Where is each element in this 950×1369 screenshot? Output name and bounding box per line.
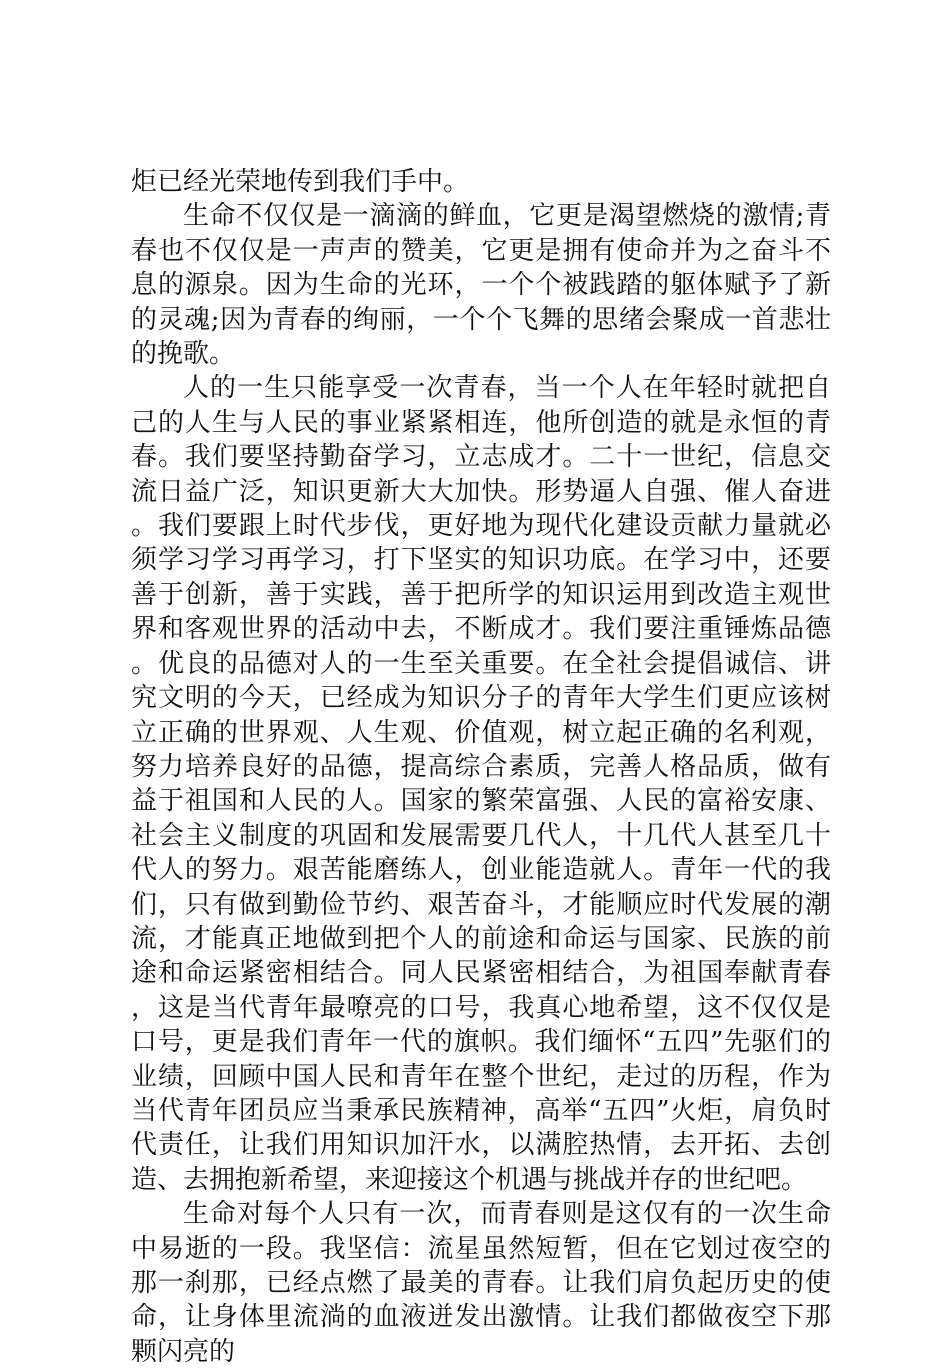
document-body — [131, 165, 831, 1369]
paragraph-life-and-youth: 生命不仅仅是一滴滴的鲜血，它更是渴望燃烧的激情;青春也不仅仅是一声声的赞美，它更是拥有使命并为之奋斗不息的源泉。因为生命的光环，一个个被践踏的躯体赋予了新的灵魂;因为青春的绚丽，一个个飞舞的思绪会聚成一首悲壮的挽歌。 — [131, 201, 831, 370]
paragraph-life-only-once: 生命对每个人只有一次，而青春则是这仅有的一次生命中易逝的一段。我坚信：流星虽然短暂，但在它划过夜空的那一刹那，已经点燃了最美的青春。让我们肩负起历史的使命，让身体里流淌的血液迸发出激情。让我们都做夜空下那颗闪亮的 — [131, 1199, 831, 1367]
paragraph-continuation: 炬已经光荣地传到我们手中。 — [131, 167, 470, 197]
paragraph-one-youth-in-life: 人的一生只能享受一次青春，当一个人在年轻时就把自己的人生与人民的事业紧紧相连，他所创造的就是永恒的青春。我们要坚持勤奋学习，立志成才。二十一世纪，信息交流日益广泛，知识更新大大加快。形势逼人自强、催人奋进。我们要跟上时代步伐，更好地为现代化建设贡献力量就必须学习学习再学习，打下坚实的知识功底。在学习中，还要善于创新，善于实践，善于把所学的知识运用到改造主观世界和客观世界的活动中去，不断成才。我们要注重锤炼品德。优良的品德对人的一生至关重要。在全社会提倡诚信、讲究文明的今天，已经成为知识分子的青年大学生们更应该树立正确的世界观、人生观、价值观，树立起正确的名利观，努力培养良好的品德，提高综合素质，完善人格品质，做有益于祖国和人民的人。国家的繁荣富强、人民的富裕安康、社会主义制度的巩固和发展需要几代人，十几代人甚至几十代人的努力。艰苦能磨练人，创业能造就人。青年一代的我们，只有做到勤俭节约、艰苦奋斗，才能顺应时代发展的潮流，才能真正地做到把个人的前途和命运与国家、民族的前途和命运紧密相结合。同人民紧密相结合，为祖国奉献青春，这是当代青年最嘹亮的口号，我真心地希望，这不仅仅是口号，更是我们青年一代的旗帜。我们缅怀“五四”先驱们的业绩，回顾中国人民和青年在整个世纪，走过的历程，作为当代青年团员应当秉承民族精神，高举“五四”火炬，肩负时代责任，让我们用知识加汗水，以满腔热情，去开拓、去创造、去拥抱新希望，来迎接这个机遇与挑战并存的世纪吧。 — [131, 373, 831, 1195]
